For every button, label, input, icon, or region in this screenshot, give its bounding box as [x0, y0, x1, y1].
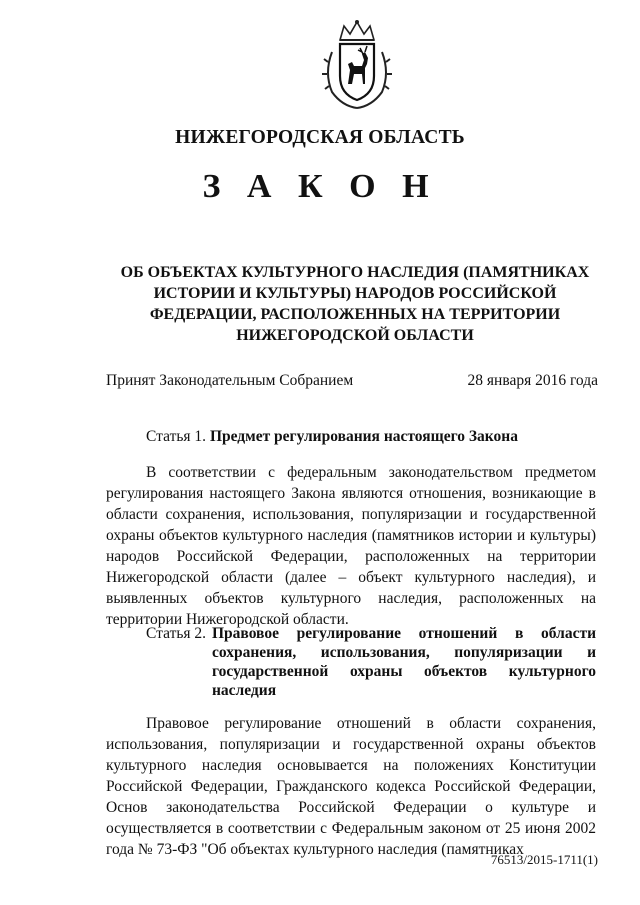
coat-of-arms-icon	[318, 18, 396, 110]
document-type-heading: З А К О Н	[202, 168, 438, 205]
adoption-line	[106, 372, 598, 390]
article-2-title: Правовое регулирование отношений в области сохранения, использования, популяризации и государственной охраны объектов культурного наследия	[212, 625, 596, 699]
region-heading: НИЖЕГОРОДСКАЯ ОБЛАСТЬ	[175, 127, 465, 148]
article-1-heading	[146, 428, 518, 446]
article-2-label: Статья 2.	[146, 625, 207, 642]
article-2-text: Правовое регулирование отношений в области сохранения, использования, популяризации и государственной охраны объектов культурного наследия основывается на положениях Конституции Российской Федерации, Гражданского кодекса Российской Федерации, Основ законодательства Российской Федерации о культуре и осуществляется в соответствии с Федеральным законом от 25 июня 2002 года № 73-ФЗ "Об объектах культурного наследия (памятниках	[106, 715, 596, 858]
article-1-text: В соответствии с федеральным законодательством предметом регулирования настоящего Закона являются отношения, возникающие в области сохранения, использования, популяризации и государственной охраны объектов культурного наследия (памятников истории и культуры) народов Российской Федерации, расположенных на территории Нижегородской области (далее – объект культурного наследия), и выявленных объектов культурного наследия, расположенных на территории Нижегородской области.	[106, 464, 596, 628]
article-1-title: Предмет регулирования настоящего Закона	[209, 428, 518, 445]
adoption-date: 28 января 2016 года	[467, 372, 598, 389]
document-number: 76513/2015-1711(1)	[490, 852, 598, 867]
article-1-label: Статья 1.	[146, 428, 207, 445]
adoption-label: Принят Законодательным Собранием	[106, 372, 354, 389]
article-2-heading	[146, 624, 596, 700]
law-title: ОБ ОБЪЕКТАХ КУЛЬТУРНОГО НАСЛЕДИЯ (ПАМЯТНИКАХ ИСТОРИИ И КУЛЬТУРЫ) НАРОДОВ РОССИЙСКОЙ ФЕДЕРАЦИИ, РАСПОЛОЖЕННЫХ НА ТЕРРИТОРИИ НИЖЕГОРОДСКОЙ ОБЛАСТИ	[120, 264, 590, 344]
